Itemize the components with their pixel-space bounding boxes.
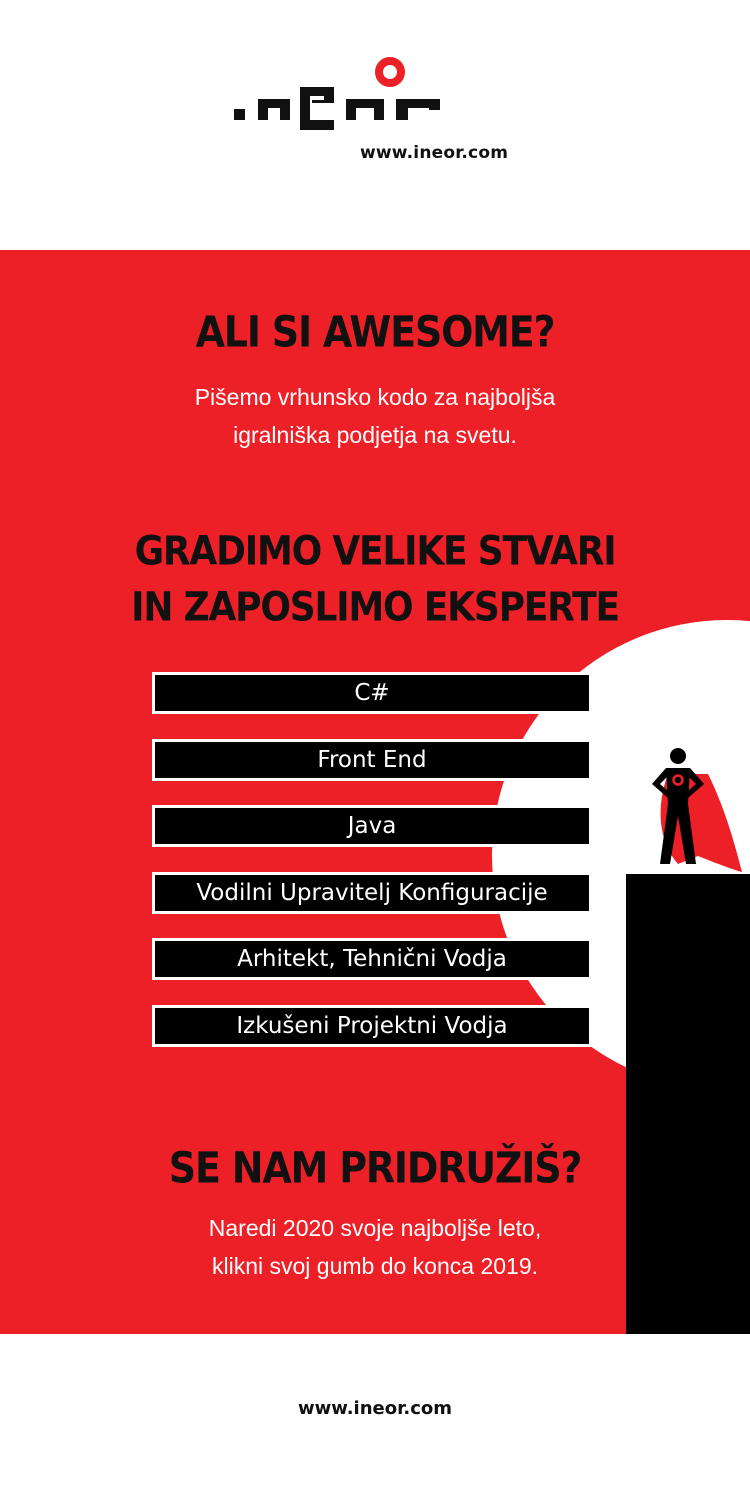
closing-line-2: klikni svoj gumb do konca 2019. (211, 1253, 539, 1279)
intro-text (0, 378, 750, 454)
role-list (152, 672, 592, 1071)
ineor-logo[interactable] (228, 54, 458, 154)
page-header (0, 0, 750, 250)
role-button-java[interactable]: Java (152, 805, 592, 847)
superhero-silhouette-icon (638, 746, 742, 876)
heading-build (0, 524, 750, 636)
heading-build-line-1: GRADIMO VELIKE STVARI (134, 528, 616, 575)
hero-panel (0, 250, 750, 1334)
intro-line-1: Pišemo vrhunsko kodo za najboljša (194, 384, 556, 410)
role-button-configuration-lead[interactable]: Vodilni Upravitelj Konfiguracije (152, 872, 592, 914)
heading-build-line-2: IN ZAPOSLIMO EKSPERTE (131, 584, 619, 631)
closing-line-1: Naredi 2020 svoje najboljše leto, (208, 1215, 542, 1241)
role-button-front-end[interactable]: Front End (152, 739, 592, 781)
header-url[interactable]: www.ineor.com (360, 143, 509, 163)
closing-text (0, 1209, 750, 1285)
footer-url[interactable]: www.ineor.com (297, 1398, 453, 1419)
heading-awesome: ALI SI AWESOME? (195, 307, 555, 357)
role-button-csharp[interactable]: C# (152, 672, 592, 714)
intro-line-2: igralniška podjetja na svetu. (233, 422, 517, 448)
role-button-architect[interactable]: Arhitekt, Tehnični Vodja (152, 938, 592, 980)
heading-join: SE NAM PRIDRUŽIŠ? (168, 1143, 582, 1193)
role-button-project-lead[interactable]: Izkušeni Projektni Vodja (152, 1005, 592, 1047)
